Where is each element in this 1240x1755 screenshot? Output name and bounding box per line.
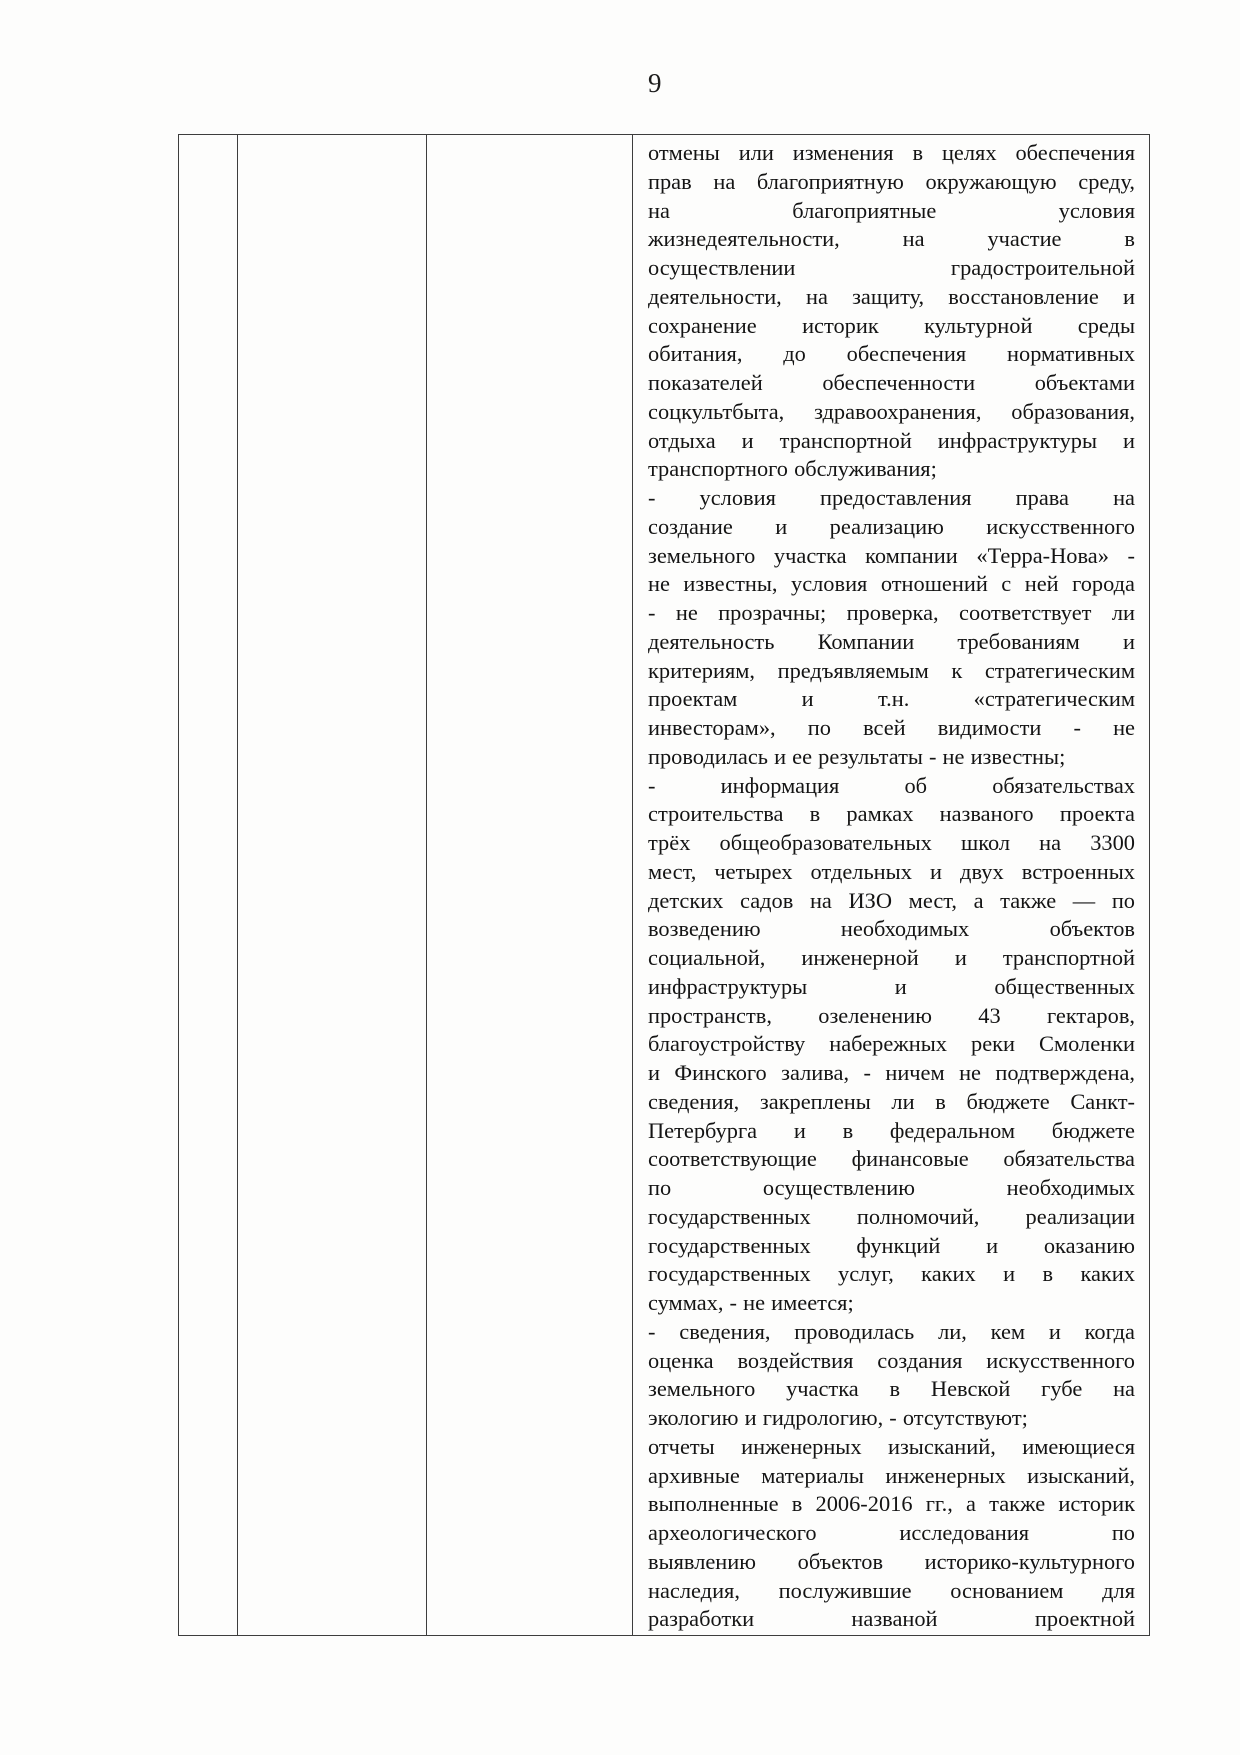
text-line: инвесторам», по всей видимости - не xyxy=(648,715,1135,740)
text-line: государственных функций и оказанию xyxy=(648,1232,1135,1258)
text-line: - не прозрачны; проверка, соответствует ли xyxy=(648,600,1135,625)
text-line: и Финского залива, - ничем не подтверждена, xyxy=(648,1060,1135,1085)
text-line: отчеты инженерных изысканий, имеющиеся xyxy=(648,1433,1135,1459)
text-line: - сведения, проводилась ли, кем и когда xyxy=(648,1318,1135,1344)
text-line: жизнедеятельности, на участие в xyxy=(648,226,1135,252)
table-cell-empty-1 xyxy=(179,135,238,1635)
text-line: детских садов на ИЗО мест, а также — по xyxy=(648,887,1135,913)
text-line: выполненные в 2006-2016 гг., а также историк xyxy=(648,1491,1135,1517)
text-line: Петербурга и в федеральном бюджете xyxy=(648,1117,1135,1143)
text-line: по осуществлению необходимых xyxy=(648,1175,1135,1200)
document-table xyxy=(178,134,1150,1636)
text-line: государственных полномочий, реализации xyxy=(648,1203,1135,1229)
text-line: соответствующие финансовые обязательства xyxy=(648,1146,1135,1172)
text-line: инфраструктуры и общественных xyxy=(648,973,1135,999)
text-line: разработки названой проектной xyxy=(648,1606,1135,1632)
text-line: создание и реализацию искусственного xyxy=(648,513,1135,539)
text-line: благоустройству набережных реки Смоленки xyxy=(648,1031,1135,1057)
text-line: земельного участка компании «Терра-Нова» - xyxy=(648,542,1135,568)
report-text-cell xyxy=(633,135,1149,1635)
text-line: - условия предоставления права на xyxy=(648,485,1135,510)
text-line: - информация об обязательствах xyxy=(648,772,1135,798)
text-line: архивные материалы инженерных изысканий, xyxy=(648,1462,1135,1488)
text-line: проводилась и ее результаты - не известны; xyxy=(648,743,1066,769)
text-line: наследия, послужившие основанием для xyxy=(648,1577,1135,1603)
text-line: строительства в рамках названого проекта xyxy=(648,801,1135,827)
text-line: осуществлении градостроительной xyxy=(648,255,1135,280)
text-line: на благоприятные условия xyxy=(648,197,1135,223)
text-line: государственных услуг, каких и в каких xyxy=(648,1261,1135,1287)
text-line: выявлению объектов историко-культурного xyxy=(648,1548,1135,1574)
text-line: мест, четырех отдельных и двух встроенных xyxy=(648,858,1135,884)
text-line: археологического исследования по xyxy=(648,1520,1135,1545)
text-line: проектам и т.н. «стратегическим xyxy=(648,686,1135,712)
text-line: земельного участка в Невской губе на xyxy=(648,1376,1135,1402)
text-line: отдыха и транспортной инфраструктуры и xyxy=(648,427,1135,453)
text-line: сохранение историк культурной среды xyxy=(648,312,1135,338)
text-line: сведения, закреплены ли в бюджете Санкт- xyxy=(648,1088,1135,1114)
text-line: оценка воздействия создания искусственного xyxy=(648,1347,1135,1373)
text-line: экологию и гидрологию, - отсутствуют; xyxy=(648,1405,1028,1430)
page-number: 9 xyxy=(648,68,662,98)
text-line: возведению необходимых объектов xyxy=(648,916,1135,942)
text-line: социальной, инженерной и транспортной xyxy=(648,945,1135,970)
text-line: соцкультбыта, здравоохранения, образования, xyxy=(648,398,1135,424)
text-line: отмены или изменения в целях обеспечения xyxy=(648,140,1135,165)
text-line: пространств, озеленению 43 гектаров, xyxy=(648,1002,1135,1028)
text-line: обитания, до обеспечения нормативных xyxy=(648,341,1135,367)
text-line: транспортного обслуживания; xyxy=(648,456,937,482)
text-line: деятельность Компании требованиям и xyxy=(648,628,1135,654)
text-line: суммах, - не имеется; xyxy=(648,1290,854,1315)
text-line: не известны, условия отношений с ней города xyxy=(648,571,1135,597)
text-line: показателей обеспеченности объектами xyxy=(648,370,1135,395)
table-cell-empty-2 xyxy=(238,135,427,1635)
text-line: деятельности, на защиту, восстановление и xyxy=(648,283,1135,309)
text-line: прав на благоприятную окружающую среду, xyxy=(648,168,1135,194)
text-line: критериям, предъявляемым к стратегическим xyxy=(648,657,1135,683)
text-line: трёх общеобразовательных школ на 3300 xyxy=(648,830,1135,855)
table-cell-empty-3 xyxy=(427,135,633,1635)
